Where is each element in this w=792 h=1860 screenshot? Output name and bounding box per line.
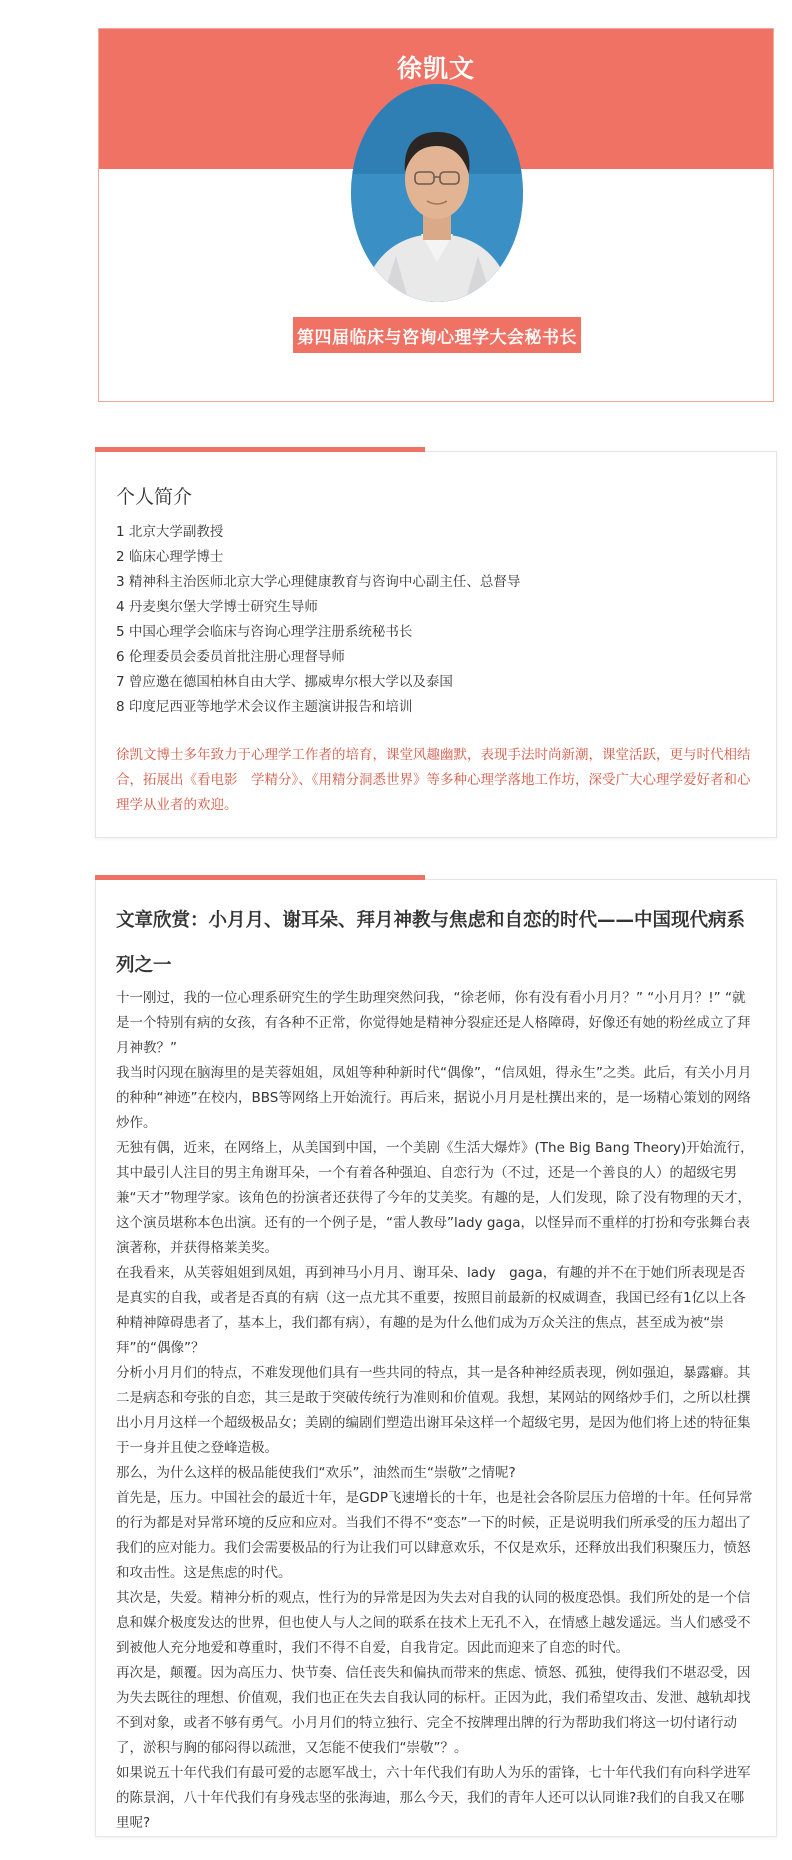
bio-heading: 个人简介	[116, 486, 193, 508]
profile-name: 徐凯文	[396, 54, 475, 83]
article-paragraph: 分析小月月们的特点，不难发现他们具有一些共同的特点，其一是各种神经质表现，例如强迫，暴露癖。其二是病态和夸张的自恋，其三是敢于突破传统行为准则和价值观。我想，某网站的网络炒手们，之所以杜撰出小月月这样一个超级极品女；美剧的编剧们塑造出谢耳朵这样一个超级宅男，是因为他们将上述的特征集于一身并且使之登峰造极。	[116, 1365, 751, 1456]
title-badge: 第四届临床与咨询心理学大会秘书长	[293, 317, 581, 353]
article-paragraph: 如果说五十年代我们有最可爱的志愿军战士，六十年代我们有助人为乐的雷锋，七十年代我们有向科学进军的陈景润，八十年代我们有身残志坚的张海迪，那么今天，我们的青年人还可以认同谁?我们的自我又在哪里呢?	[116, 1765, 751, 1831]
section-accent-bar	[95, 447, 425, 452]
bio-item: 8 印度尼西亚等地学术会议作主题演讲报告和培训	[116, 699, 413, 715]
article-paragraph: 在我看来，从芙蓉姐姐到凤姐，再到神马小月月、谢耳朵、lady gaga，有趣的并不在于她们所表现是否是真实的自我，或者是否真的有病（这一点尤其不重要，按照目前最新的权威调查，我国已经有1亿以上各种精神障碍患者了，基本上，我们都有病），有趣的是为什么他们成为万众关注的焦点，甚至成为被“崇拜”的“偶像”？	[116, 1265, 746, 1356]
article-section	[95, 879, 777, 1837]
bio-item: 6 伦理委员会委员首批注册心理督导师	[116, 649, 345, 665]
article-title: 文章欣赏：小月月、谢耳朵、拜月神教与焦虑和自恋的时代——中国现代病系列之一	[116, 910, 746, 976]
portrait-illustration	[351, 84, 523, 302]
bio-item: 7 曾应邀在德国柏林自由大学、挪威卑尔根大学以及泰国	[116, 674, 453, 690]
bio-list	[116, 520, 520, 720]
article-paragraph: 我当时闪现在脑海里的是芙蓉姐姐，凤姐等种种新时代“偶像”，“信凤姐，得永生”之类。此后，有关小月月的种种“神迹”在校内，BBS等网络上开始流行。再后来，据说小月月是杜撰出来的，是一场精心策划的网络炒作。	[116, 1065, 752, 1131]
article-paragraph: 无独有偶，近来，在网络上，从美国到中国，一个美剧《生活大爆炸》(The Big Bang Theory)开始流行，其中最引人注目的男主角谢耳朵，一个有着各种强迫、自恋行为（不过，还是一个善良的人）的超级宅男兼“天才”物理学家。该角色的扮演者还获得了今年的艾美奖。有趣的是，人们发现，除了没有物理的天才，这个演员堪称本色出演。还有的一个例子是，“雷人教母”lady gaga，以怪异而不重样的打扮和夸张舞台表演著称，并获得格莱美奖。	[116, 1140, 754, 1256]
bio-item: 3 精神科主治医师北京大学心理健康教育与咨询中心副主任、总督导	[116, 574, 521, 590]
bio-section	[95, 451, 777, 838]
bio-item: 2 临床心理学博士	[116, 549, 224, 565]
avatar	[351, 84, 523, 302]
section-accent-bar	[95, 875, 425, 880]
bio-item: 1 北京大学副教授	[116, 524, 224, 540]
article-paragraph: 那么，为什么这样的极品能使我们“欢乐”，油然而生“崇敬”之情呢?	[116, 1465, 516, 1481]
bio-item: 5 中国心理学会临床与咨询心理学注册系统秘书长	[116, 624, 413, 640]
article-paragraph: 其次是，失爱。精神分析的观点，性行为的异常是因为失去对自我的认同的极度恐惧。我们所处的是一个信息和媒介极度发达的世界，但也使人与人之间的联系在技术上无孔不入，在情感上越发遥远。当人们感受不到被他人充分地爱和尊重时，我们不得不自爱，自我肯定。因此而迎来了自恋的时代。	[116, 1590, 751, 1656]
bio-item: 4 丹麦奥尔堡大学博士研究生导师	[116, 599, 318, 615]
article-paragraph: 十一刚过，我的一位心理系研究生的学生助理突然问我，“徐老师，你有没有看小月月？” “小月月？!” “就是一个特别有病的女孩，有各种不正常，你觉得她是精神分裂症还是人格障碍，好像还有她的粉丝成立了拜月神教？”	[116, 990, 751, 1056]
profile-card	[98, 28, 774, 402]
article-body	[116, 986, 756, 1836]
article-paragraph: 首先是，压力。中国社会的最近十年，是GDP飞速增长的十年，也是社会各阶层压力倍增的十年。任何异常的行为都是对异常环境的反应和应对。当我们不得不“变态”一下的时候，正是说明我们所承受的压力超出了我们的应对能力。我们会需要极品的行为让我们可以肆意欢乐，不仅是欢乐，还释放出我们积聚压力，愤怒和攻击性。这是焦虑的时代。	[116, 1490, 753, 1581]
bio-summary: 徐凯文博士多年致力于心理学工作者的培育，课堂风趣幽默，表现手法时尚新潮，课堂活跃，更与时代相结合，拓展出《看电影 学精分》、《用精分洞悉世界》等多种心理学落地工作坊，深受广大心理学爱好者和心理学从业者的欢迎。	[116, 747, 751, 813]
article-paragraph: 再次是，颠覆。因为高压力、快节奏、信任丧失和偏执而带来的焦虑、愤怒、孤独，使得我们不堪忍受，因为失去既往的理想、价值观，我们也正在失去自我认同的标杆。正因为此，我们希望攻击、发泄、越轨却找不到对象，或者不够有勇气。小月月们的特立独行、完全不按牌理出牌的行为帮助我们将这一切付诸行动了，淤积与胸的郁闷得以疏泄，又怎能不使我们“崇敬”？。	[116, 1665, 751, 1756]
